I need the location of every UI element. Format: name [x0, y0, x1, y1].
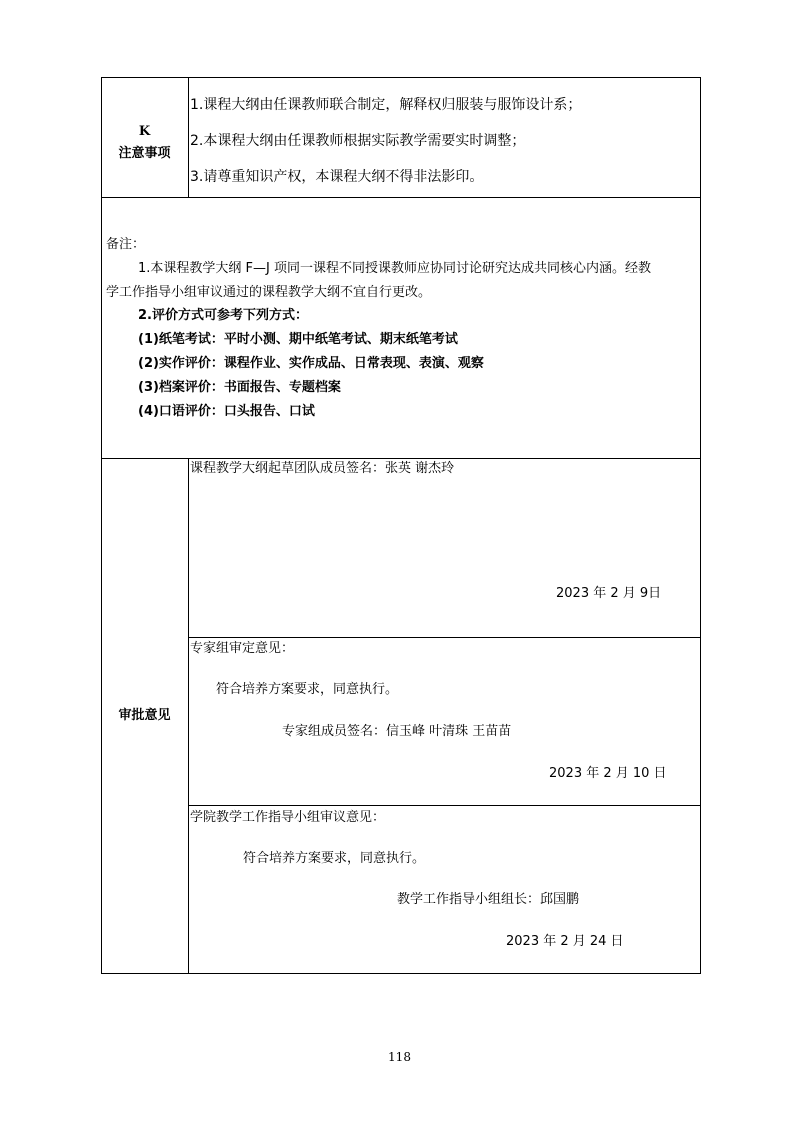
evaluation-item-3: (3)档案评价：书面报告、专题档案 [138, 380, 341, 395]
row-divider-expert [189, 805, 701, 806]
notes-item-2: 2.本课程大纲由任课教师根据实际教学需要实时调整； [190, 133, 526, 149]
row-divider-notes [101, 197, 701, 198]
college-date: 2023 年 2 月 24 日 [506, 934, 624, 949]
page-number: 118 [388, 1050, 411, 1064]
remarks-line-2: 学工作指导小组审议通过的课程教学大纲不宜自行更改。 [106, 285, 432, 300]
section-code: K [138, 124, 151, 139]
college-heading: 学院教学工作指导小组审议意见： [190, 810, 386, 825]
college-opinion: 符合培养方案要求，同意执行。 [243, 851, 426, 866]
form-table [101, 77, 701, 974]
evaluation-item-4: (4)口语评价：口头报告、口试 [138, 404, 315, 419]
approval-label: 审批意见 [118, 708, 171, 723]
drafting-date: 2023 年 2 月 9日 [556, 586, 662, 601]
column-divider-notes [188, 77, 189, 198]
expert-date: 2023 年 2 月 10 日 [549, 766, 667, 781]
drafting-signature-line: 课程教学大纲起草团队成员签名：张英 谢杰玲 [190, 461, 455, 476]
column-divider-approval [188, 458, 189, 974]
remarks-line-1: 1.本课程教学大纲 F—J 项同一课程不同授课教师应协同讨论研究达成共同核心内涵。经教 [138, 261, 651, 276]
notes-item-1: 1.课程大纲由任课教师联合制定，解释权归服装与服饰设计系； [190, 97, 582, 113]
notes-label: 注意事项 [118, 146, 171, 161]
college-signature-line: 教学工作指导小组组长：邱国鹏 [397, 892, 580, 907]
row-divider-drafting [189, 637, 701, 638]
notes-item-3: 3.请尊重知识产权，本课程大纲不得非法影印。 [190, 169, 484, 185]
row-divider-remarks [101, 458, 701, 459]
evaluation-item-1: (1)纸笔考试：平时小测、期中纸笔考试、期末纸笔考试 [138, 332, 458, 347]
remarks-heading: 备注： [106, 237, 146, 252]
expert-signature-line: 专家组成员签名：信玉峰 叶清珠 王苗苗 [282, 724, 512, 739]
evaluation-heading: 2.评价方式可参考下列方式： [138, 308, 308, 323]
evaluation-item-2: (2)实作评价：课程作业、实作成品、日常表现、表演、观察 [138, 356, 484, 371]
expert-opinion: 符合培养方案要求，同意执行。 [216, 682, 399, 697]
expert-heading: 专家组审定意见： [190, 641, 295, 656]
